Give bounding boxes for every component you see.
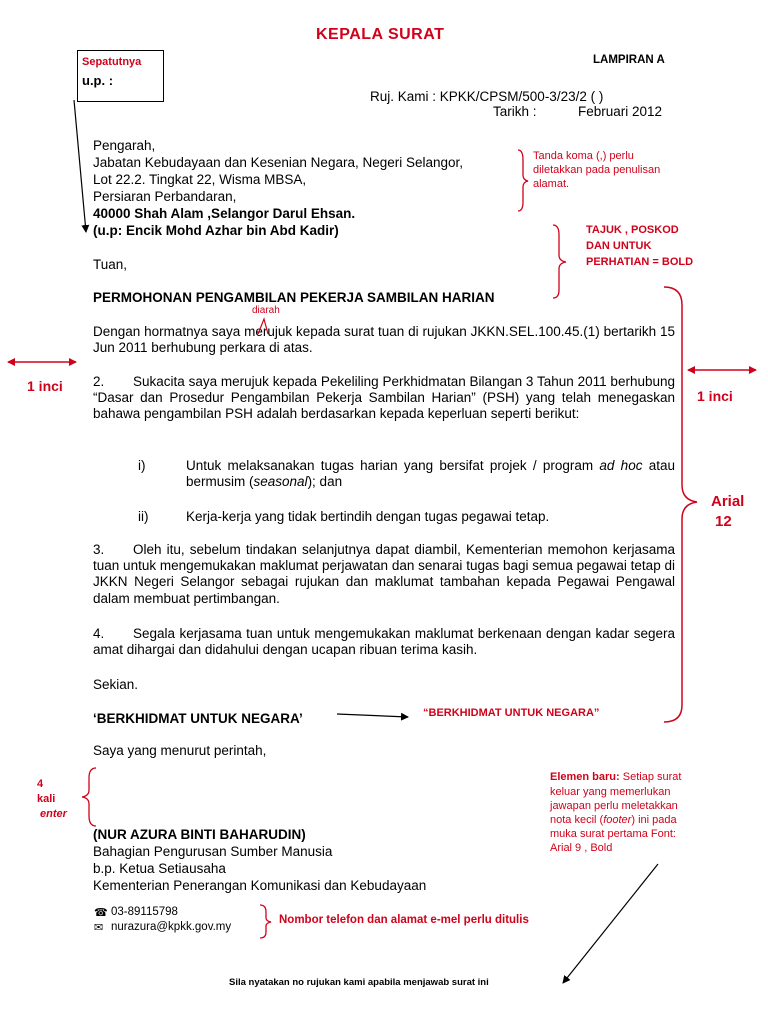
signatory-line-2: b.p. Ketua Setiausaha [93,861,226,876]
annotation-elemen-line-3: jawapan perlu meletakkan [550,800,678,812]
paragraph-1-text: Dengan hormatnya saya merujuk kepada surat tuan di rujukan JKKN.SEL.100.45.(1) bertarikh 15 Jun 2011 berhubung perkara di atas. [93,324,675,356]
annotation-elemen-text-1: Setiap surat [619,771,682,783]
lampiran-label: LAMPIRAN A [593,54,665,66]
annotation-koma-line-1: Tanda koma (,) perlu [533,150,634,162]
list-item-2-marker: ii) [138,509,149,524]
sign-off: Saya yang menurut perintah, [93,743,267,758]
annotation-bold-line-1: TAJUK , POSKOD [586,224,679,236]
address-line-1: Pengarah, [93,138,156,153]
annotation-margin-left: 1 inci [27,378,63,394]
annotation-koma-line-2: diletakkan pada penulisan [533,164,661,176]
diarah-caret [258,319,268,334]
annotation-elemen-line-5: muka surat pertama Font: [550,828,676,840]
annotation-bold-line-3: PERHATIAN = BOLD [586,256,694,268]
footer-arrow [563,864,658,983]
motto-arrow [337,714,408,717]
list-item-2: Kerja-kerja yang tidak bertindih dengan tugas pegawai tetap. [186,509,550,524]
annotation-motto: “BERKHIDMAT UNTUK NEGARA” [423,707,600,719]
list-item-1-italic-adhoc: ad hoc [599,458,643,473]
annotation-koma-line-3: alamat. [533,178,570,190]
enter-brace [82,768,96,826]
reference-number: Ruj. Kami : KPKK/CPSM/500-3/23/2 ( ) [370,89,604,104]
email-address: nurazura@kpkk.gov.my [111,921,232,933]
list-item-1-text-a: Untuk melaksanakan tugas harian yang bersifat projek / program [186,458,600,473]
annotation-margin-right: 1 inci [697,388,733,404]
motto: ‘BERKHIDMAT UNTUK NEGARA’ [93,711,303,726]
annotation-diarah: diarah [252,305,280,316]
address-line-4: Persiaran Perbandaran, [93,189,237,204]
paragraph-4-number: 4. [93,626,105,641]
footer-note: Sila nyatakan no rujukan kami apabila menjawab surat ini [229,977,489,988]
address-attention-line: (u.p: Encik Mohd Azhar bin Abd Kadir) [93,223,339,238]
subject-line: PERMOHONAN PENGAMBILAN PEKERJA SAMBILAN HARIAN [93,290,495,305]
email-icon: ✉ [94,922,104,934]
paragraph-2-number: 2. [93,374,105,389]
annotation-font-size: 12 [715,513,732,530]
up-box-arrow [74,100,86,232]
address-line-3: Lot 22.2. Tingkat 22, Wisma MBSA, [93,172,307,187]
phone-number: 03-89115798 [111,906,178,918]
paragraph-3-number: 3. [93,542,105,557]
address-line-2: Jabatan Kebudayaan dan Kesenian Negara, Negeri Selangor, [93,155,464,170]
up-box-note: Sepatutnya [82,56,142,68]
annotation-elemen-label: Elemen baru: [550,771,620,783]
address-brace [518,150,528,211]
salutation: Tuan, [93,257,128,272]
list-item-1-text-c: atau bermusim ( [186,458,675,490]
signatory-name: (NUR AZURA BINTI BAHARUDIN) [93,827,306,842]
phone-icon: ☎ [94,907,108,919]
list-item-1-marker: i) [138,458,146,473]
annotation-elemen-line-6: Arial 9 , Bold [550,842,613,854]
list-item-1-italic-seasonal: seasonal [253,474,308,490]
up-box-text: u.p. : [82,73,114,88]
list-item-1-text-e: ); dan [307,474,343,490]
annotation-contact: Nombor telefon dan alamat e-mel perlu ditulis [279,914,529,926]
page-title: KEPALA SURAT [316,26,445,43]
font-brace [664,287,697,722]
annotation-font-name: Arial [711,493,745,510]
annotation-elemen-text-4a: nota kecil ( [550,814,604,826]
paragraph-4-text: Segala kerjasama tuan untuk mengemukakan maklumat berkenaan dengan kadar segera amat dihargai dan didahului dengan ucapan ribuan terima kasih. [93,626,675,658]
annotation-elemen-line-2: keluar yang memerlukan [550,786,671,798]
date-value: Februari 2012 [578,104,663,119]
paragraph-2-text: Sukacita saya merujuk kepada Pekeliling Perkhidmatan Bilangan 3 Tahun 2011 berhubung “Dasar dan Prosedur Pengambilan Pekerja Sambilan Harian” (PSH) yang telah menegaskan bahawa pengambilan PSH adalah berdasarkan kepada keperluan seperti berikut: [93,374,675,422]
annotation-enter-kali: kali [37,793,56,805]
annotation-bold-line-2: DAN UNTUK [586,240,652,252]
date-label: Tarikh : [493,104,537,119]
address-postcode-line: 40000 Shah Alam ,Selangor Darul Ehsan. [93,206,356,221]
signatory-line-3: Kementerian Penerangan Komunikasi dan Kebudayaan [93,878,427,893]
annotation-enter-count: 4 [37,778,44,790]
closing: Sekian. [93,677,139,692]
contact-brace [260,905,271,938]
annotation-elemen-text-4c: ) ini pada [631,814,677,826]
annotation-enter-word: enter [40,808,67,820]
bold-brace [553,225,566,298]
paragraph-3-text: Oleh itu, sebelum tindakan selanjutnya dapat diambil, Kementerian memohon kerjasama tuan untuk mengemukakan maklumat perjawatan dan senarai tugas bagi semua pegawai tetap di JKKN Negeri Selangor sebagai rujukan dan maklumat tambahan kepada Pegawai Pengawal dalam membuat pertimbangan. [93,542,675,606]
signatory-line-1: Bahagian Pengurusan Sumber Manusia [93,844,333,859]
annotation-elemen-footer-word: footer [603,814,632,826]
